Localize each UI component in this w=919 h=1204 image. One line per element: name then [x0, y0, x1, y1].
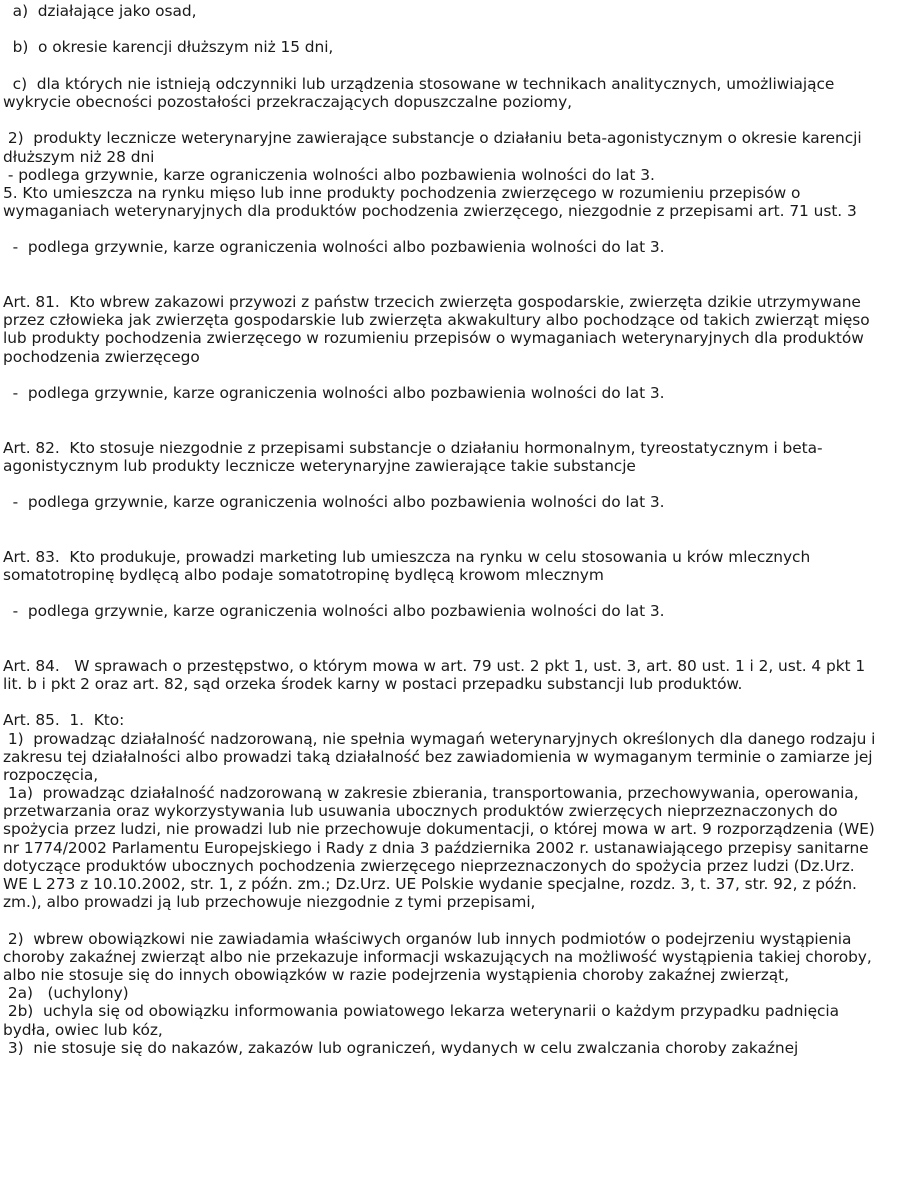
text-line: Art. 85. 1. Kto:	[3, 711, 125, 730]
text-line: dotyczące produktów ubocznych pochodzenia zwierzęcego nieprzeznaczonych do spożycia przez ludzi (Dz.Urz.	[3, 856, 855, 875]
text-line: nr 1774/2002 Parlamentu Europejskiego i Rady z dnia 3 października 2002 r. ustanawiającego przepisy sanitarne	[3, 838, 869, 857]
text-line: 1) prowadząc działalność nadzorowaną, nie spełnia wymagań weterynaryjnych określonych dla danego rodzaju i	[3, 729, 876, 748]
blank-line	[3, 475, 915, 493]
document-text	[3, 2, 915, 1057]
text-line: 1a) prowadząc działalność nadzorowaną w zakresie zbierania, transportowania, przechowywania, operowania,	[3, 784, 859, 803]
text-line: pochodzenia zwierzęcego	[3, 347, 200, 366]
text-line: wymaganiach weterynaryjnych dla produktów pochodzenia zwierzęcego, niezgodnie z przepisami art. 71 ust. 3	[3, 202, 857, 221]
text-line: 2a) (uchylony)	[3, 984, 129, 1003]
text-line: przez człowieka jak zwierzęta gospodarskie lub zwierzęta akwakultury albo pochodzące od takich zwierząt mięso	[3, 311, 870, 330]
text-line: WE L 273 z 10.10.2002, str. 1, z późn. zm.; Dz.Urz. UE Polskie wydanie specjalne, rozdz. 3, t. 37, str. 92, z późn.	[3, 875, 857, 893]
text-line: c) dla których nie istnieją odczynniki lub urządzenia stosowane w technikach analitycznych, umożliwiające	[3, 74, 835, 93]
text-line: 2b) uchyla się od obowiązku informowania powiatowego lekarza weterynarii o każdym przypadku padnięcia	[3, 1002, 840, 1021]
text-line: 2) wbrew obowiązkowi nie zawiadamia właściwych organów lub innych podmiotów o podejrzeniu wystąpienia	[3, 929, 852, 948]
text-line: bydła, owiec lub kóz,	[3, 1020, 163, 1039]
blank-line	[3, 257, 915, 275]
text-line: choroby zakaźnej zwierząt albo nie przekazuje informacji wskazujących na możliwość wystąpienia takiej choroby,	[3, 947, 872, 966]
text-line: b) o okresie karencji dłuższym niż 15 dni,	[3, 38, 334, 57]
text-line: albo nie stosuje się do innych obowiązków w razie podejrzenia wystąpienia choroby zakaźnej zwierząt,	[3, 965, 789, 984]
blank-line	[3, 639, 915, 657]
text-line: 2) produkty lecznicze weterynaryjne zawierające substancje o działaniu beta-agonistycznym o okresie karencji	[3, 129, 862, 148]
text-line: dłuższym niż 28 dni	[3, 147, 155, 166]
blank-line	[3, 275, 915, 293]
text-line: - podlega grzywnie, karze ograniczenia wolności albo pozbawienia wolności do lat 3.	[3, 383, 665, 402]
text-line: agonistycznym lub produkty lecznicze weterynaryjne zawierające takie substancje	[3, 456, 636, 475]
text-line: somatotropinę bydlęcą albo podaje somatotropinę bydlęcą krowom mlecznym	[3, 565, 604, 584]
text-line: - podlega grzywnie, karze ograniczenia wolności albo pozbawienia wolności do lat 3.	[3, 165, 655, 184]
text-line: lit. b i pkt 2 oraz art. 82, sąd orzeka środek karny w postaci przepadku substancji lub produktów.	[3, 674, 743, 693]
blank-line	[3, 111, 915, 129]
text-line: Art. 84. W sprawach o przestępstwo, o którym mowa w art. 79 ust. 2 pkt 1, ust. 3, art. 80 ust. 1 i 2, ust. 4 pkt 1	[3, 656, 866, 675]
blank-line	[3, 529, 915, 547]
blank-line	[3, 584, 915, 602]
blank-line	[3, 57, 915, 75]
blank-line	[3, 511, 915, 529]
blank-line	[3, 20, 915, 38]
blank-line	[3, 620, 915, 638]
blank-line	[3, 402, 915, 420]
text-line: a) działające jako osad,	[3, 2, 197, 20]
text-line: - podlega grzywnie, karze ograniczenia wolności albo pozbawienia wolności do lat 3.	[3, 493, 665, 512]
blank-line	[3, 420, 915, 438]
text-line: przetwarzania oraz wykorzystywania lub usuwania ubocznych produktów zwierzęcych nieprzeznaczonych do	[3, 802, 838, 821]
text-line: spożycia przez ludzi, nie prowadzi lub nie przechowuje dokumentacji, o której mowa w art. 9 rozporządzenia (WE)	[3, 820, 875, 839]
blank-line	[3, 693, 915, 711]
blank-line	[3, 911, 915, 929]
text-line: Art. 83. Kto produkuje, prowadzi marketing lub umieszcza na rynku w celu stosowania u krów mlecznych	[3, 547, 811, 566]
text-line: 3) nie stosuje się do nakazów, zakazów lub ograniczeń, wydanych w celu zwalczania choroby zakaźnej	[3, 1038, 799, 1057]
text-line: wykrycie obecności pozostałości przekraczających dopuszczalne poziomy,	[3, 92, 572, 111]
blank-line	[3, 366, 915, 384]
text-line: 5. Kto umieszcza na rynku mięso lub inne produkty pochodzenia zwierzęcego w rozumieniu przepisów o	[3, 183, 801, 202]
text-line: - podlega grzywnie, karze ograniczenia wolności albo pozbawienia wolności do lat 3.	[3, 602, 665, 621]
text-line: - podlega grzywnie, karze ograniczenia wolności albo pozbawienia wolności do lat 3.	[3, 238, 665, 257]
blank-line	[3, 220, 915, 238]
text-line: rozpoczęcia,	[3, 765, 99, 784]
text-line: lub produkty pochodzenia zwierzęcego w rozumieniu przepisów o wymaganiach weterynaryjnych dla produktów	[3, 329, 864, 348]
text-line: Art. 82. Kto stosuje niezgodnie z przepisami substancje o działaniu hormonalnym, tyreostatycznym i beta-	[3, 438, 823, 457]
text-line: Art. 81. Kto wbrew zakazowi przywozi z państw trzecich zwierzęta gospodarskie, zwierzęta dzikie utrzymywane	[3, 293, 861, 311]
text-line: zakresu tej działalności albo prowadzi taką działalność bez zawiadomienia w wymaganym terminie o zamiarze jej	[3, 747, 873, 766]
text-line: zm.), albo prowadzi ją lub przechowuje niezgodnie z tymi przepisami,	[3, 893, 536, 912]
